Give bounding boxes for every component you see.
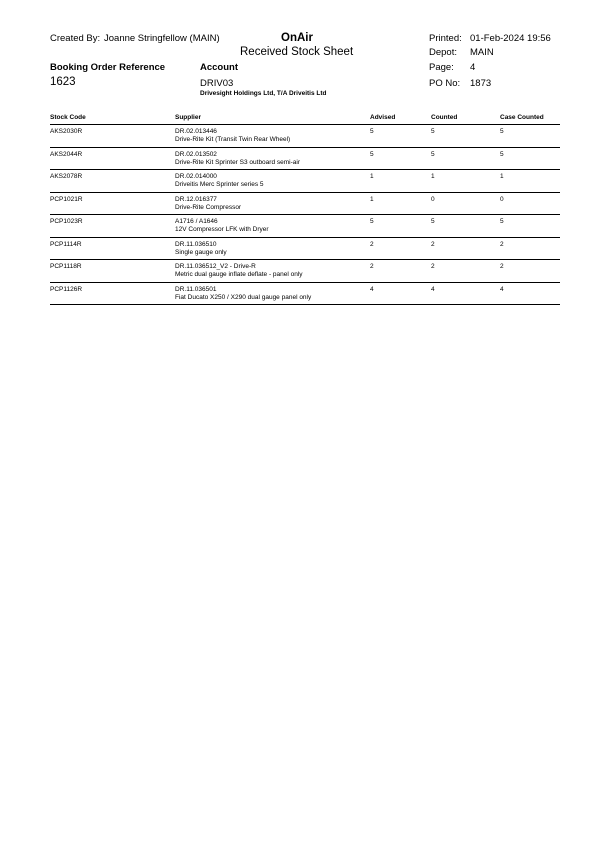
- counted-qty: 0: [431, 195, 435, 203]
- supplier-ref: DR.02.013446: [175, 128, 217, 135]
- item-description: 12V Compressor LFK with Dryer: [175, 226, 269, 233]
- advised-qty: 2: [370, 240, 374, 248]
- created-by-value: Joanne Stringfellow (MAIN): [104, 33, 220, 44]
- case-counted-qty: 1: [500, 173, 504, 180]
- case-counted-qty: 5: [500, 218, 504, 225]
- stock-code: AKS2044R: [50, 150, 83, 158]
- advised-qty: 5: [370, 150, 374, 158]
- printed-value: 01-Feb-2024 19:56: [470, 33, 551, 44]
- advised-qty: 1: [370, 173, 374, 180]
- counted-qty: 5: [431, 128, 435, 135]
- account-code: DRIV03: [200, 78, 234, 89]
- counted-qty: 1: [431, 173, 435, 180]
- item-description: Fiat Ducato X250 / X290 dual gauge panel only: [175, 293, 312, 301]
- column-case-counted: Case Counted: [500, 114, 544, 121]
- table-header: [50, 114, 560, 125]
- advised-qty: 5: [370, 128, 374, 135]
- case-counted-qty: 4: [500, 285, 504, 293]
- printed-label: Printed:: [429, 33, 462, 44]
- table-row: [50, 283, 560, 306]
- page-label: Page:: [429, 62, 454, 73]
- table-row: [50, 260, 560, 283]
- counted-qty: 5: [431, 150, 435, 158]
- po-value: 1873: [470, 78, 492, 89]
- advised-qty: 1: [370, 195, 374, 203]
- item-description: Metric dual gauge inflate deflate - panel only: [175, 271, 303, 278]
- counted-qty: 5: [431, 218, 435, 225]
- counted-qty: 2: [431, 240, 435, 248]
- supplier-ref: DR.11.036510: [175, 240, 217, 248]
- case-counted-qty: 5: [500, 150, 504, 158]
- stock-table: [50, 114, 560, 305]
- page-value: 4: [470, 62, 476, 73]
- table-row: [50, 170, 560, 193]
- stock-code: PCP1126R: [50, 285, 83, 293]
- table-row: [50, 238, 560, 261]
- depot-label: Depot:: [429, 47, 457, 58]
- table-row: [50, 125, 560, 148]
- created-by-label: Created By:: [50, 33, 101, 44]
- stock-code: PCP1114R: [50, 240, 82, 248]
- item-description: Drive-Rite Kit (Transit Twin Rear Wheel): [175, 136, 291, 143]
- supplier-ref: DR.02.013502: [175, 150, 217, 158]
- supplier-ref: A1716 / A1646: [175, 218, 218, 225]
- supplier-ref: DR.02.014000: [175, 173, 217, 180]
- account-label: Account: [200, 62, 238, 73]
- document-title: Received Stock Sheet: [240, 46, 354, 58]
- case-counted-qty: 0: [500, 195, 504, 203]
- table-row: [50, 215, 560, 238]
- column-counted: Counted: [431, 114, 458, 121]
- booking-order-label: Booking Order Reference: [50, 62, 166, 73]
- stock-code: AKS2078R: [50, 173, 83, 180]
- table-row: [50, 193, 560, 216]
- advised-qty: 5: [370, 218, 374, 225]
- advised-qty: 2: [370, 263, 374, 270]
- stock-code: PCP1021R: [50, 195, 83, 203]
- item-description: Driveitis Merc Sprinter series 5: [175, 181, 264, 188]
- stock-code: AKS2030R: [50, 128, 83, 135]
- case-counted-qty: 2: [500, 240, 504, 248]
- case-counted-qty: 5: [500, 128, 504, 135]
- column-stock-code: Stock Code: [50, 114, 86, 121]
- depot-value: MAIN: [470, 47, 494, 58]
- advised-qty: 4: [370, 285, 374, 293]
- company-name: OnAir: [281, 32, 313, 44]
- supplier-ref: DR.11.036501: [175, 285, 217, 293]
- supplier-ref: DR.11.036512_V2 - Drive-R: [175, 263, 256, 270]
- case-counted-qty: 2: [500, 263, 504, 270]
- table-row: [50, 148, 560, 171]
- counted-qty: 4: [431, 285, 435, 293]
- column-advised: Advised: [370, 114, 396, 121]
- item-description: Single gauge only: [175, 248, 227, 256]
- stock-code: PCP1023R: [50, 218, 83, 225]
- account-name: Drivesight Holdings Ltd, T/A Driveitis Ltd: [200, 90, 327, 97]
- counted-qty: 2: [431, 263, 435, 270]
- booking-order-value: 1623: [50, 76, 76, 88]
- column-supplier: Supplier: [175, 114, 202, 121]
- item-description: Drive-Rite Kit Sprinter S3 outboard semi-air: [175, 158, 300, 166]
- stock-code: PCP1118R: [50, 263, 82, 270]
- po-label: PO No:: [429, 78, 461, 89]
- item-description: Drive-Rite Compressor: [175, 203, 242, 211]
- supplier-ref: DR.12.016377: [175, 195, 217, 203]
